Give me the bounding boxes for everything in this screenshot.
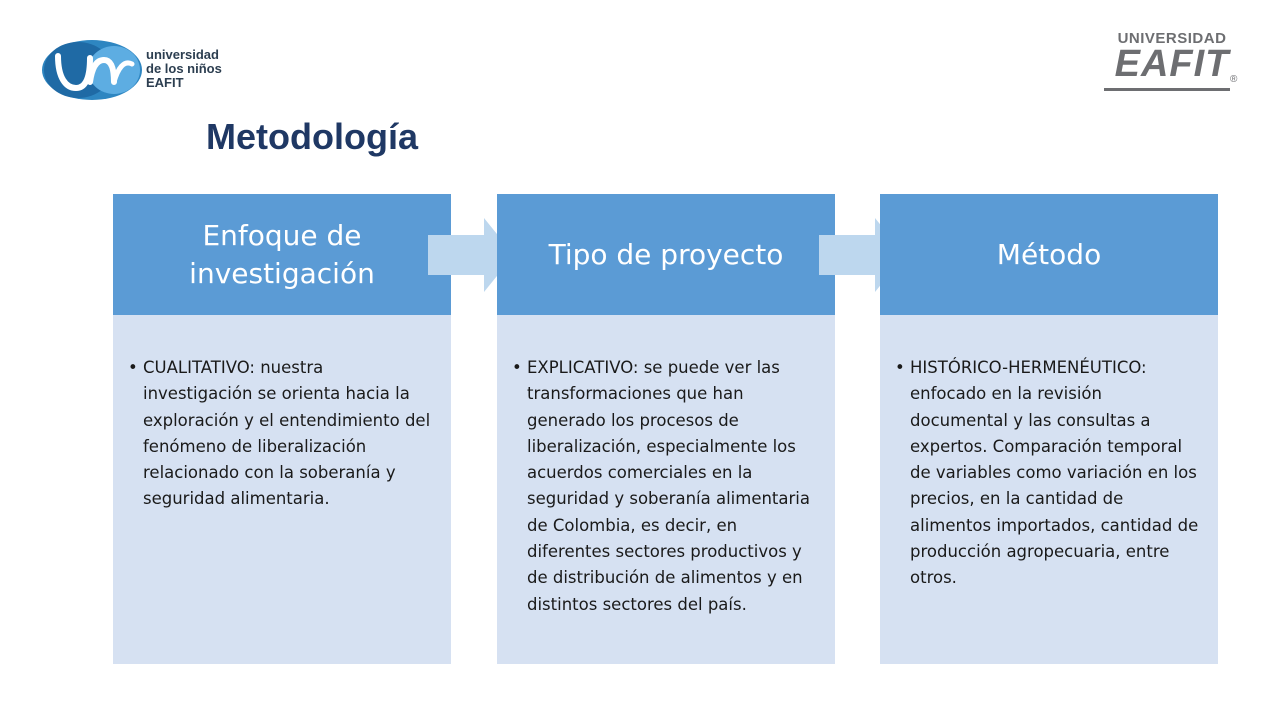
process-step-enfoque: [113, 194, 451, 664]
slide-title: Metodología: [206, 116, 418, 157]
step-header: Método: [880, 194, 1218, 315]
udln-wordmark: [146, 48, 246, 90]
step-body: [880, 315, 1218, 664]
udln-line-3: EAFIT: [146, 75, 184, 90]
step-bullet: • HISTÓRICO-HERMENÉUTICO: enfocado en la revisión documental y las consultas a expertos. Comparación temporal de variables como variación en los precios, en la cantidad de alimentos importados, cantidad de producción agropecuaria, entre otros.: [910, 355, 1200, 592]
udln-swirl-icon: [40, 38, 144, 102]
udln-line-1: universidad: [146, 47, 219, 62]
step-bullet: • CUALITATIVO: nuestra investigación se orienta hacia la exploración y el entendimiento del fenómeno de liberalización relacionado con la soberanía y seguridad alimentaria.: [143, 355, 433, 513]
step-header: Tipo de proyecto: [497, 194, 835, 315]
step-body: [497, 315, 835, 664]
step-bullet: • EXPLICATIVO: se puede ver las transformaciones que han generado los procesos de liberalización, especialmente los acuerdos comerciales en la seguridad y soberanía alimentaria de Colombia, es decir, en diferentes sectores productivos y de distribución de alimentos y en distintos sectores del país.: [527, 355, 817, 618]
process-step-metodo: [880, 194, 1218, 664]
eafit-logo-top: UNIVERSIDAD: [1117, 30, 1227, 47]
eafit-logo: [1102, 30, 1242, 94]
step-header: Enfoque de investigación: [113, 194, 451, 315]
eafit-logo-main: EAFIT: [1114, 43, 1230, 85]
udln-line-2: de los niños: [146, 61, 222, 76]
process-step-tipo: [497, 194, 835, 664]
step-body: [113, 315, 451, 664]
eafit-registered-mark: ®: [1230, 74, 1238, 85]
eafit-logo-underline: [1104, 88, 1230, 91]
udln-logo: [40, 38, 240, 102]
